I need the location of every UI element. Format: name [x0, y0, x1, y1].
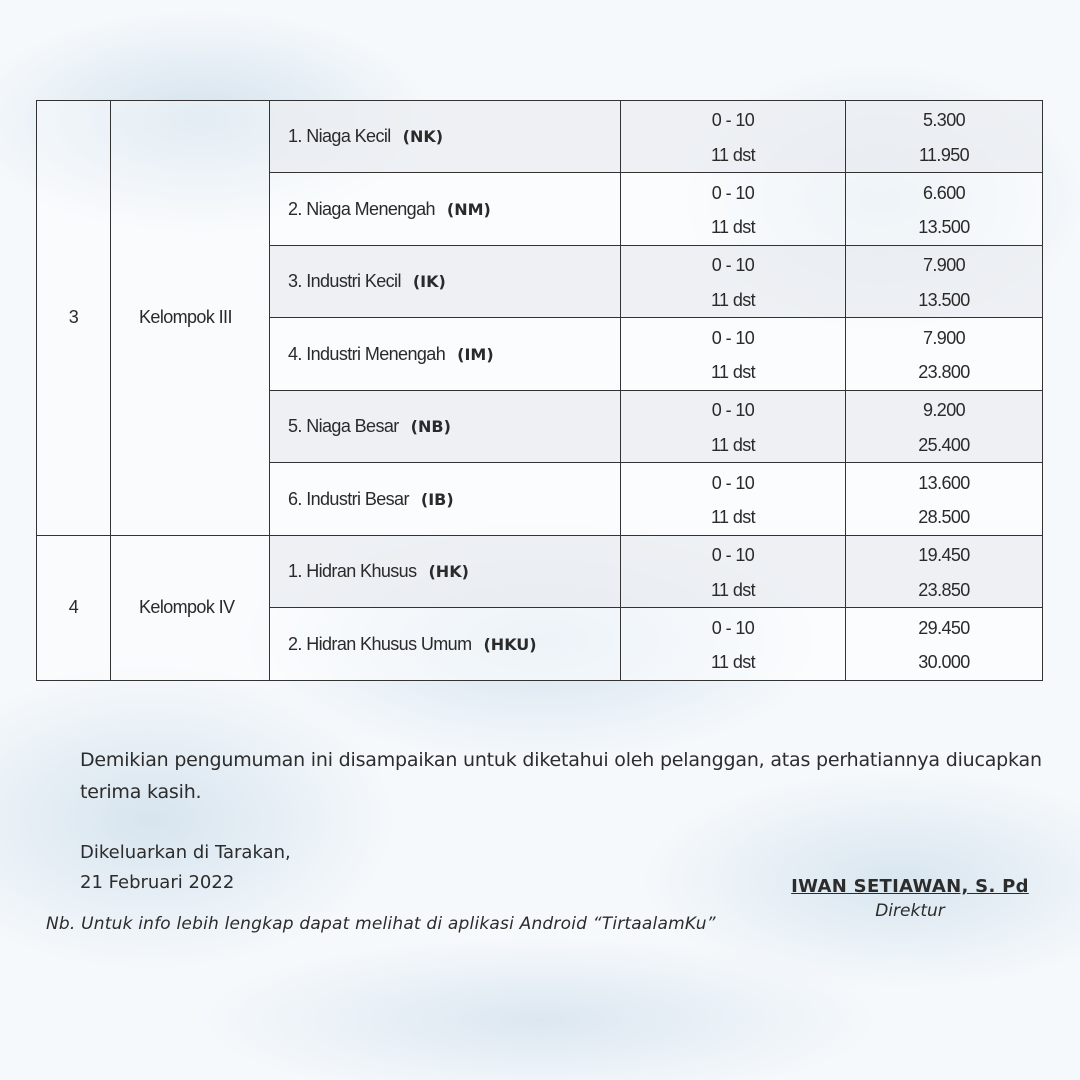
group-name: Kelompok III: [111, 101, 270, 536]
tariff-price: 23.850: [846, 573, 1043, 608]
usage-range: 0 - 10: [621, 101, 846, 139]
signatory-position: Direktur: [875, 901, 945, 921]
tariff-price: 30.000: [846, 646, 1043, 681]
customer-class: [270, 173, 621, 245]
class-code: (HK): [428, 562, 469, 582]
tariff-price: 7.900: [846, 318, 1043, 356]
closing-paragraph: Demikian pengumuman ini disampaikan untuk diketahui oleh pelanggan, atas perhatiannya diucapkan terima kasih.: [80, 749, 1042, 803]
usage-range: 11 dst: [621, 356, 846, 391]
issue-info: [80, 838, 291, 898]
class-code: (NB): [410, 417, 451, 437]
class-label: 3. Industri Kecil: [288, 271, 401, 292]
usage-range: 0 - 10: [621, 173, 846, 211]
tariff-price: 13.500: [846, 283, 1043, 318]
usage-range: 0 - 10: [621, 608, 846, 646]
customer-class: [270, 318, 621, 390]
class-code: (IB): [420, 489, 454, 509]
class-label: 2. Hidran Khusus Umum: [288, 633, 472, 654]
usage-range: 11 dst: [621, 283, 846, 318]
class-code: (NK): [402, 127, 444, 147]
usage-range: 11 dst: [621, 211, 846, 246]
customer-class: [270, 463, 621, 535]
class-label: 1. Niaga Kecil: [288, 126, 391, 147]
class-label: 6. Industri Besar: [288, 488, 409, 509]
usage-range: 0 - 10: [621, 318, 846, 356]
class-code: (HKU): [483, 634, 537, 654]
tariff-table-grid: [36, 100, 1043, 681]
tariff-price: 29.450: [846, 608, 1043, 646]
tariff-price: 9.200: [846, 390, 1043, 428]
tariff-price: 5.300: [846, 101, 1043, 139]
tariff-price: 6.600: [846, 173, 1043, 211]
class-label: 1. Hidran Khusus: [288, 561, 417, 582]
usage-range: 0 - 10: [621, 463, 846, 501]
group-number: 3: [37, 101, 111, 536]
usage-range: 0 - 10: [621, 390, 846, 428]
issue-date: 21 Februari 2022: [80, 872, 235, 893]
tariff-price: 23.800: [846, 356, 1043, 391]
tariff-price: 11.950: [846, 138, 1043, 173]
group-name: Kelompok IV: [111, 535, 270, 680]
class-label: 2. Niaga Menengah: [288, 198, 435, 219]
signatory-name: IWAN SETIAWAN, S. Pd: [791, 876, 1029, 897]
class-code: (IM): [457, 344, 494, 364]
usage-range: 11 dst: [621, 138, 846, 173]
customer-class: [270, 245, 621, 317]
table-row: [37, 101, 1043, 139]
class-code: (IK): [412, 272, 446, 292]
app-info-note: Nb. Untuk info lebih lengkap dapat melihat di aplikasi Android “TirtaalamKu”: [46, 914, 716, 934]
customer-class: [270, 535, 621, 607]
usage-range: 11 dst: [621, 428, 846, 463]
tariff-price: 7.900: [846, 245, 1043, 283]
signature-block: [780, 876, 1040, 921]
group-number: 4: [37, 535, 111, 680]
class-label: 5. Niaga Besar: [288, 416, 399, 437]
tariff-table: [36, 100, 1043, 681]
class-label: 4. Industri Menengah: [288, 343, 446, 364]
tariff-price: 13.500: [846, 211, 1043, 246]
tariff-price: 19.450: [846, 535, 1043, 573]
customer-class: [270, 101, 621, 173]
table-row: [37, 535, 1043, 573]
usage-range: 11 dst: [621, 501, 846, 536]
usage-range: 11 dst: [621, 646, 846, 681]
usage-range: 0 - 10: [621, 245, 846, 283]
customer-class: [270, 608, 621, 681]
usage-range: 0 - 10: [621, 535, 846, 573]
class-code: (NM): [446, 199, 491, 219]
customer-class: [270, 390, 621, 462]
issue-place: Dikeluarkan di Tarakan,: [80, 842, 291, 863]
tariff-price: 28.500: [846, 501, 1043, 536]
usage-range: 11 dst: [621, 573, 846, 608]
tariff-price: 13.600: [846, 463, 1043, 501]
tariff-price: 25.400: [846, 428, 1043, 463]
